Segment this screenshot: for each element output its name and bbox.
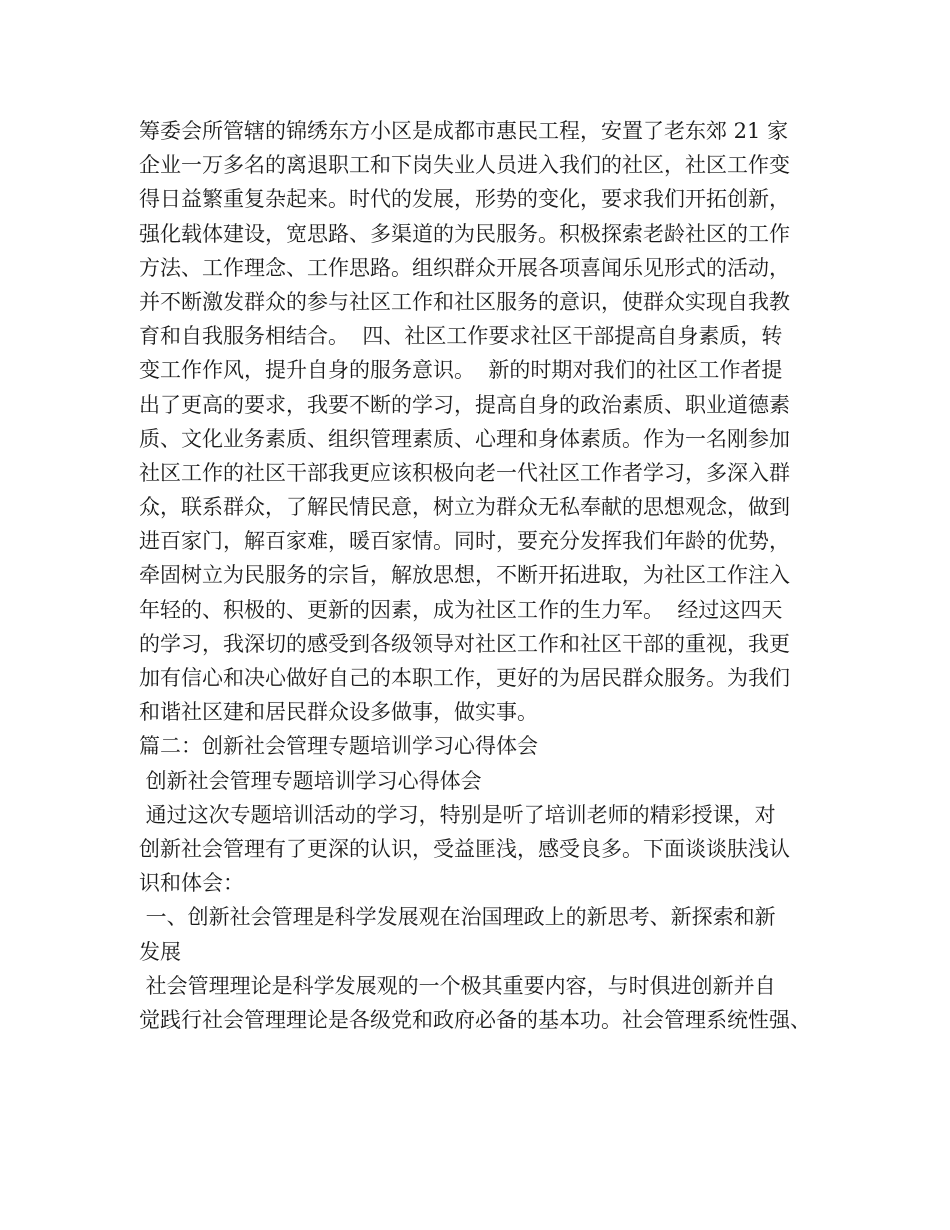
text-line: 加有信心和决心做好自己的本职工作，更好的为居民群众服务。为我们: [139, 666, 790, 690]
text-line: 社区工作的社区干部我更应该积极向老一代社区工作者学习，多深入群: [139, 460, 790, 485]
text-line: 篇二：创新社会管理专题培训学习心得体会: [139, 734, 538, 759]
text-line: 和谐社区建和居民群众设多做事，做实事。: [139, 700, 538, 725]
text-line: 众，联系群众，了解民情民意，树立为群众无私奉献的思想观念，做到: [139, 495, 790, 520]
text-line: 年轻的、积极的、更新的因素，成为社区工作的生力军。 经过这四天: [139, 597, 783, 622]
text-line: 牵固树立为民服务的宗旨，解放思想，不断开拓进取，为社区工作注入: [139, 563, 790, 588]
text-line: 识和体会：: [139, 871, 244, 896]
text-line: 出了更高的要求，我要不断的学习，提高自身的政治素质、职业道德素: [139, 392, 790, 417]
text-line: 发展: [139, 939, 181, 964]
text-line: 社会管理理论是科学发展观的一个极其重要内容，与时俱进创新并自: [139, 973, 776, 998]
text-line: 进百家门，解百家难，暖百家情。同时，要充分发挥我们年龄的优势，: [139, 529, 790, 554]
text-line: 并不断激发群众的参与社区工作和社区服务的意识，使群众实现自我教: [139, 289, 790, 314]
text-line: 的学习，我深切的感受到各级领导对社区工作和社区干部的重视，我更: [139, 631, 790, 656]
text-line: 强化载体建设，宽思路、多渠道的为民服务。积极探索老龄社区的工作: [139, 221, 790, 246]
text-line: 创新社会管理有了更深的认识，受益匪浅，感受良多。下面谈谈肤浅认: [139, 836, 790, 861]
text-line: 得日益繁重复杂起来。时代的发展，形势的变化，要求我们开拓创新，: [139, 187, 790, 212]
text-line: 一、创新社会管理是科学发展观在治国理政上的新思考、新探索和新: [139, 905, 776, 930]
text-line: 育和自我服务相结合。 四、社区工作要求社区干部提高自身素质，转: [139, 324, 783, 349]
text-line: 方法、工作理念、工作思路。组织群众开展各项喜闻乐见形式的活动，: [139, 255, 790, 280]
body-text: [139, 114, 829, 1037]
text-line: 筹委会所管辖的锦绣东方小区是成都市惠民工程，安置了老东郊 21 家: [139, 119, 789, 143]
text-line: 质、文化业务素质、组织管理素质、心理和身体素质。作为一名刚参加: [139, 426, 790, 451]
text-line: 觉践行社会管理理论是各级党和政府必备的基本功。社会管理系统性强、: [139, 1007, 811, 1032]
text-line: 通过这次专题培训活动的学习，特别是听了培训老师的精彩授课，对: [139, 802, 776, 827]
text-line: 企业一万多名的离退职工和下岗失业人员进入我们的社区，社区工作变: [139, 153, 790, 178]
text-line: 创新社会管理专题培训学习心得体会: [139, 768, 482, 793]
text-line: 变工作作风，提升自身的服务意识。 新的时期对我们的社区工作者提: [139, 358, 783, 383]
